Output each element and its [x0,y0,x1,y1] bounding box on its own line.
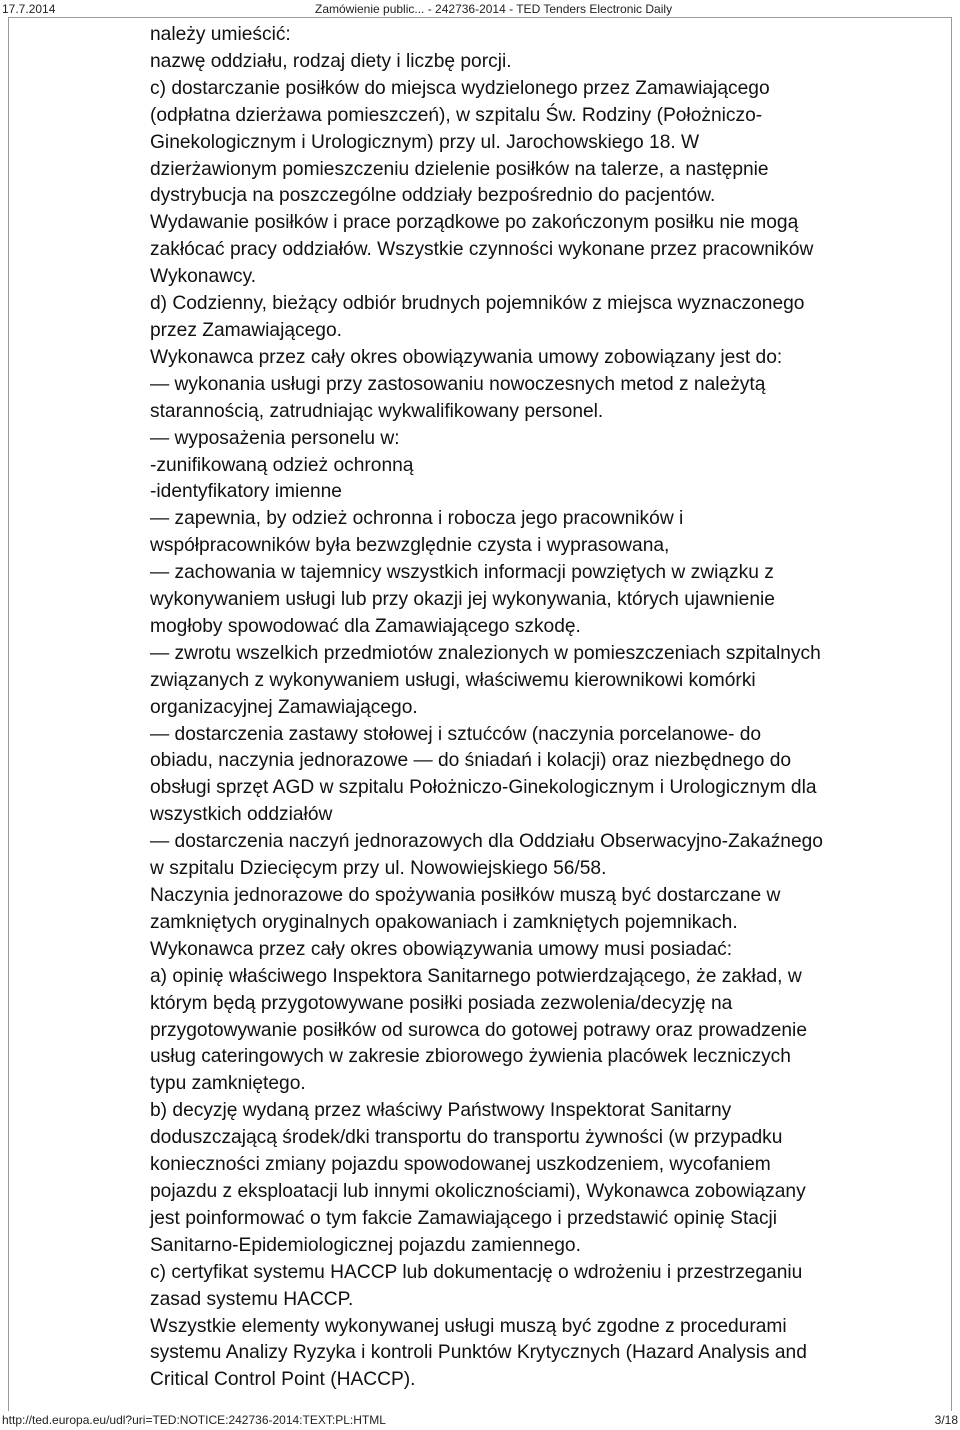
text-line: którym będą przygotowywane posiłki posiada zezwolenia/decyzję na [150,992,733,1014]
text-line: Wydawanie posiłków i prace porządkowe po zakończonym posiłku nie mogą [150,212,799,234]
text-line: Sanitarno-Epidemiologicznej pojazdu zamiennego. [150,1234,581,1256]
text-line: — dostarczenia naczyń jednorazowych dla Oddziału Obserwacyjno-Zakaźnego [150,831,823,853]
text-line: konieczności zmiany pojazdu spowodowanej uszkodzeniem, wycofaniem [150,1154,771,1176]
text-line: Critical Control Point (HACCP). [150,1369,416,1391]
text-line: Wykonawca przez cały okres obowiązywania umowy musi posiadać: [150,938,733,960]
text-line: Wykonawca przez cały okres obowiązywania umowy zobowiązany jest do: [150,346,783,368]
print-date: 17.7.2014 [2,2,56,16]
text-line: organizacyjnej Zamawiającego. [150,696,418,718]
text-line: w szpitalu Dziecięcym przy ul. Nowowiejskiego 56/58. [150,858,607,880]
text-line: b) decyzję wydaną przez właściwy Państwowy Inspektorat Sanitarny [150,1100,732,1122]
text-line: — zachowania w tajemnicy wszystkich informacji powziętych w związku z [150,562,774,584]
print-footer [0,1412,960,1430]
text-line: typu zamkniętego. [150,1073,306,1095]
text-line: Ginekologicznym i Urologicznym) przy ul. Jarochowskiego 18. W [150,131,700,153]
text-line: Naczynia jednorazowe do spożywania posiłków muszą być dostarczane w [150,885,781,906]
page-url: http://ted.europa.eu/udl?uri=TED:NOTICE:242736-2014:TEXT:PL:HTML [2,1413,386,1427]
text-line: przez Zamawiającego. [150,319,342,341]
text-line: -identyfikatory imienne [150,481,342,503]
text-line: zasad systemu HACCP. [150,1288,354,1310]
text-line: obsługi sprzęt AGD w szpitalu Położniczo-Ginekologicznym i Urologicznym dla [150,777,817,799]
text-line: c) certyfikat systemu HACCP lub dokumentację o wdrożeniu i przestrzeganiu [150,1261,803,1283]
text-line: doduszczającą środek/dki transportu do transportu żywności (w przypadku [150,1127,783,1149]
text-line: zamkniętych oryginalnych opakowaniach i zamkniętych pojemnikach. [150,911,738,933]
text-line: starannością, zatrudniając wykwalifikowany personel. [150,400,604,422]
text-line: usług cateringowych w zakresie zbiorowego żywienia placówek leczniczych [150,1046,791,1068]
text-line: Wykonawcy. [150,266,257,288]
text-line: nazwę oddziału, rodzaj diety i liczbę porcji. [150,50,512,72]
text-line: — zwrotu wszelkich przedmiotów znalezionych w pomieszczeniach szpitalnych [150,642,821,664]
text-line: Wszystkie elementy wykonywanej usługi muszą być zgodne z procedurami [150,1315,787,1337]
text-line: związanych z wykonywaniem usługi, właściwemu kierownikowi komórki [150,669,756,691]
text-line: wykonywaniem usługi lub przy okazji jej wykonywania, których ujawnienie [150,589,775,611]
text-line: — zapewnia, by odzież ochronna i robocza jego pracowników i [150,508,684,530]
text-line: zakłócać pracy oddziałów. Wszystkie czynności wykonane przez pracowników [150,239,814,261]
page-number: 3/18 [934,1413,958,1427]
text-line: — wykonania usługi przy zastosowaniu nowoczesnych metod z należytą [150,373,766,395]
text-line: obiadu, naczynia jednorazowe — do śniadań i kolacji) oraz niezbędnego do [150,750,792,772]
text-line: dzierżawionym pomieszczeniu dzielenie posiłków na talerze, a następnie [150,158,769,180]
text-line: d) Codzienny, bieżący odbiór brudnych pojemników z miejsca wyznaczonego [150,293,805,315]
text-line: mogłoby spowodować dla Zamawiającego szkodę. [150,615,581,637]
text-line: dystrybucja na poszczególne oddziały bezpośrednio do pacjentów. [150,185,716,207]
text-line: współpracowników była bezwzględnie czysta i wyprasowana, [150,535,670,557]
text-line: wszystkich oddziałów [150,804,333,826]
text-line: (odpłatna dzierżawa pomieszczeń), w szpitalu Św. Rodziny (Położniczo- [150,104,763,126]
text-line: — wyposażenia personelu w: [150,427,400,449]
text-line: -zunifikowaną odzież ochronną [150,454,414,476]
text-line: jest poinformować o tym fakcie Zamawiającego i przedstawić opinię Stacji [150,1207,778,1229]
page-title: Zamówienie public... - 242736-2014 - TED Tenders Electronic Daily [315,2,673,16]
document-body [150,22,930,1394]
text-line: a) opinię właściwego Inspektora Sanitarnego potwierdzającego, że zakład, w [150,965,802,987]
text-line: przygotowywanie posiłków od surowca do gotowej potrawy oraz prowadzenie [150,1019,807,1041]
print-header [0,0,960,18]
text-line: systemu Analizy Ryzyka i kontroli Punktów Krytycznych (Hazard Analysis and [150,1342,807,1364]
text-line: pojazdu z eksploatacji lub innymi okolicznościami), Wykonawca zobowiązany [150,1180,806,1202]
text-line: — dostarczenia zastawy stołowej i sztućców (naczynia porcelanowe- do [150,723,762,745]
text-line: c) dostarczanie posiłków do miejsca wydzielonego przez Zamawiającego [150,77,770,99]
text-line: należy umieścić: [150,24,291,45]
